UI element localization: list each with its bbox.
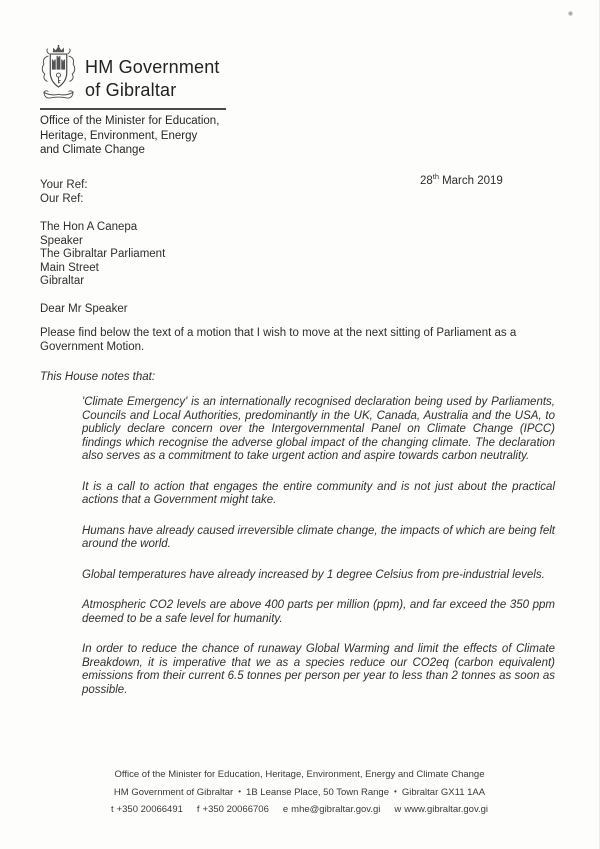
recipient-title: Speaker [40, 234, 83, 247]
letter-footer [50, 766, 549, 819]
date-day: 28 [420, 174, 433, 187]
footer-phone [111, 804, 183, 815]
phone-value: +350 20066491 [116, 804, 183, 815]
letterhead-divider [40, 108, 226, 110]
recipient-street: Main Street [40, 261, 99, 274]
motion-paragraph: Atmospheric CO2 levels are above 400 parts per million (ppm), and far exceed the 350 ppm deemed to be a safe level for humanity. [82, 599, 555, 625]
footer-street: 1B Leanse Place, 50 Town Range [246, 786, 390, 798]
motion-lead: This House notes that: [40, 371, 156, 383]
org-name-line1: HM Government [85, 57, 220, 77]
gibraltar-coat-of-arms-icon [40, 44, 77, 108]
motion-paragraph: Humans have already caused irreversible climate change, the impacts of which are being felt around the world. [82, 524, 555, 550]
office-title-line: and Climate Change [40, 144, 145, 156]
footer-org: HM Government of Gibraltar [113, 786, 234, 798]
motion-text [82, 396, 555, 714]
our-ref-label: Our Ref: [40, 193, 84, 205]
phone-label: t [110, 804, 114, 815]
org-name-line2: of Gibraltar [85, 80, 177, 100]
bullet-separator: • [238, 786, 242, 796]
footer-postcode: Gibraltar GX11 1AA [401, 786, 486, 798]
intro-paragraph: Please find below the text of a motion that I wish to move at the next sitting of Parliament as a Government Motion. [40, 327, 517, 353]
motion-paragraph: Global temperatures have already increased by 1 degree Celsius from pre-industrial levels. [82, 568, 545, 581]
motion-paragraph: 'Climate Emergency' is an internationally recognised declaration being used by Parliaments, Councils and Local Authorities, predominantly in the UK, Canada, Australia and the USA, to publicly declare concern over the Intergovernmental Panel on Climate Change (IPCC) findings which recognise the adverse global impact of the changing climate. The declaration also serves as a commitment to take urgent action and aspire towards carbon neutrality. [82, 396, 555, 462]
recipient-address [40, 221, 165, 289]
office-title [40, 114, 219, 158]
footer-email [283, 804, 381, 815]
email-value: mhe@gibraltar.gov.gi [291, 804, 381, 815]
office-title-line: Heritage, Environment, Energy [40, 129, 198, 142]
your-ref-label: Your Ref: [40, 179, 88, 191]
footer-fax [197, 804, 269, 815]
website-value: www.gibraltar.gov.gi [404, 804, 489, 815]
bullet-separator: • [394, 786, 397, 796]
footer-website [394, 804, 488, 815]
motion-paragraph: In order to reduce the chance of runaway Global Warming and limit the effects of Climate Breakdown, it is imperative that we as a species reduce our CO2eq (carbon equivalent) emissions from their current 6.5 tonnes per person per year to less than 2 tonnes as soon as possible. [82, 643, 555, 696]
reference-block [40, 178, 88, 206]
letter-date [420, 172, 503, 187]
scan-artifact [568, 11, 573, 16]
recipient-org: The Gibraltar Parliament [40, 248, 166, 261]
website-label: w [394, 804, 402, 815]
email-label: e [282, 804, 289, 815]
fax-label: f [196, 804, 200, 815]
footer-contact-line [50, 801, 549, 819]
date-month-year: March 2019 [442, 174, 503, 187]
org-name [85, 56, 220, 102]
office-title-line: Office of the Minister for Education, [40, 115, 220, 127]
footer-office-line: Office of the Minister for Education, Heritage, Environment, Energy and Climate Change [114, 769, 485, 780]
motion-paragraph: It is a call to action that engages the entire community and is not just about the practical actions that a Government might take. [82, 480, 555, 506]
footer-address-line [50, 784, 549, 802]
recipient-city: Gibraltar [40, 275, 85, 288]
recipient-name: The Hon A Canepa [40, 221, 138, 233]
salutation: Dear Mr Speaker [40, 303, 128, 315]
fax-value: +350 20066706 [202, 804, 269, 815]
date-ordinal: th [432, 172, 440, 181]
